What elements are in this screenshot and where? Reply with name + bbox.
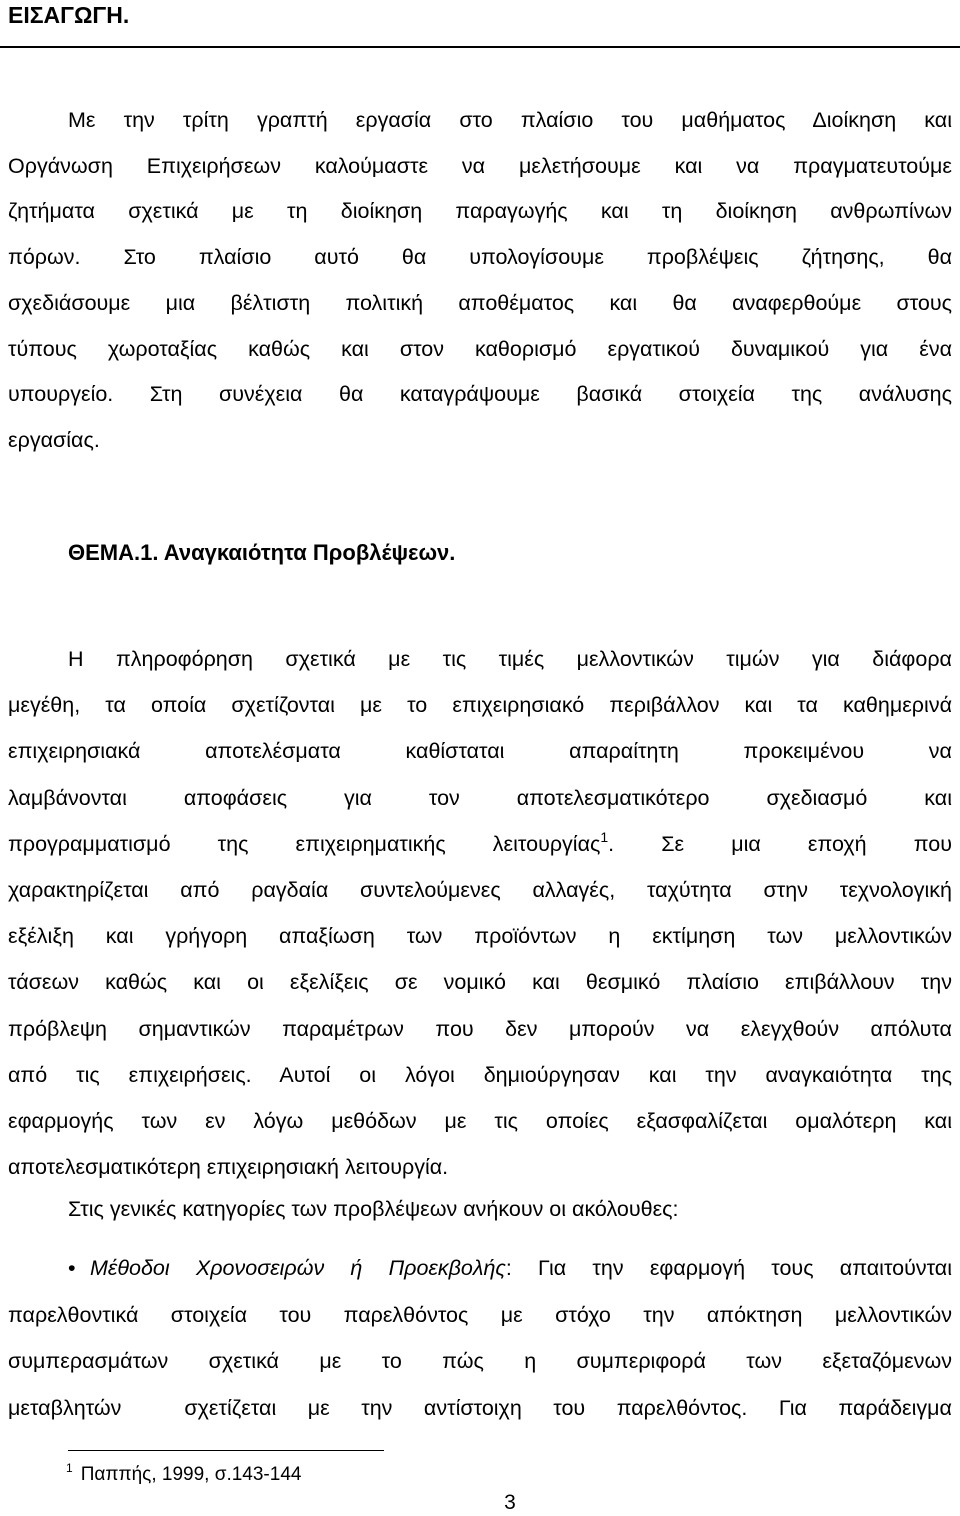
bullet-line: παρελθοντικά στοιχεία του παρελθόντος με στόχο την απόκτηση μελλοντικών [8, 1302, 952, 1327]
page-number: 3 [504, 1491, 516, 1514]
footnote-number: 1 [66, 1461, 73, 1475]
categories-intro [8, 1192, 952, 1226]
section-line: Η πληροφόρηση σχετικά με τις τιμές μελλοντικών τιμών για διάφορα [68, 647, 952, 671]
intro-line: Οργάνωση Επιχειρήσεων καλούμαστε να μελετήσουμε και να πραγματευτούμε [8, 153, 952, 178]
intro-line: τύπους χωροταξίας καθώς και στον καθορισμό εργατικού δυναμικού για ένα [8, 336, 952, 361]
intro-line: εργασίας. [8, 427, 100, 452]
section-line: εξέλιξη και γρήγορη απαξίωση των προϊόντων η εκτίμηση των μελλοντικών [8, 924, 952, 949]
bullet-marker: • [68, 1256, 76, 1280]
intro-line: Με την τρίτη γραπτή εργασία στο πλαίσιο του μαθήματος Διοίκηση και [68, 108, 952, 132]
intro-line: σχεδιάσουμε μια βέλτιστη πολιτική αποθέματος και θα αναφερθούμε στους [8, 290, 952, 315]
section-line: μεγέθη, τα οποία σχετίζονται με το επιχειρησιακό περιβάλλον και τα καθημερινά [8, 693, 952, 718]
bullet-term: Μέθοδοι Χρονοσειρών ή Προεκβολής [90, 1256, 506, 1280]
footnote-separator [68, 1450, 384, 1451]
footnote-reference: 1 [600, 828, 609, 845]
bullet-rest: : Για την εφαρμογή τους απαιτούνται [505, 1256, 952, 1280]
section-line: αποτελεσματικότερη επιχειρησιακή λειτουργία. [8, 1155, 449, 1180]
footnote-text: Παππής, 1999, σ.143-144 [80, 1464, 302, 1485]
section-line: λαμβάνονται αποφάσεις για τον αποτελεσματικότερο σχεδιασμό και [8, 785, 952, 810]
bullet-item [8, 1245, 952, 1431]
bullet-line: μεταβλητών σχετίζεται με την αντίστοιχη του παρελθόντος. Για παράδειγμα [8, 1395, 952, 1420]
section-heading: ΘΕΜΑ.1. Αναγκαιότητα Προβλέψεων. [68, 540, 456, 565]
section-line: επιχειρησιακά αποτελέσματα καθίσταται απαραίτητη προκειμένου να [8, 739, 952, 764]
categories-intro-line: Στις γενικές κατηγορίες των προβλέψεων ανήκουν οι ακόλουθες: [68, 1197, 679, 1221]
bullet-first-line [8, 1245, 952, 1292]
section-line-part: προγραμματισμό της επιχειρηματικής λειτουργίας [8, 831, 601, 856]
section-line: πρόβλεψη σημαντικών παραμέτρων που δεν μπορούν να ελεγχθούν απόλυτα [8, 1016, 952, 1041]
section-line-with-footnote [8, 821, 952, 867]
intro-line: ζητήματα σχετικά με τη διοίκηση παραγωγής και τη διοίκηση ανθρωπίνων [8, 199, 952, 224]
intro-line: υπουργείο. Στη συνέχεια θα καταγράψουμε βασικά στοιχεία της ανάλυσης [8, 382, 952, 407]
intro-paragraph [8, 98, 952, 464]
heading-rule [0, 46, 960, 48]
section-line: τάσεων καθώς και οι εξελίξεις σε νομικό και θεσμικό πλαίσιο επιβάλλουν την [8, 970, 952, 995]
footnote [66, 1462, 301, 1488]
section-paragraph [8, 636, 952, 1190]
intro-line: πόρων. Στο πλαίσιο αυτό θα υπολογίσουμε προβλέψεις ζήτησης, θα [8, 245, 952, 270]
section-line: χαρακτηρίζεται από ραγδαία συντελούμενες αλλαγές, ταχύτητα στην τεχνολογική [8, 878, 952, 903]
section-line: από τις επιχειρήσεις. Αυτοί οι λόγοι δημιούργησαν και την αναγκαιότητα της [8, 1062, 952, 1087]
bullet-line: συμπερασμάτων σχετικά με το πώς η συμπεριφορά των εξεταζόμενων [8, 1349, 952, 1373]
page-heading: ΕΙΣΑΓΩΓΗ. [8, 2, 130, 28]
section-line-part: . Σε μια εποχή που [608, 831, 952, 856]
section-line: εφαρμογής των εν λόγω μεθόδων με τις οποίες εξασφαλίζεται ομαλότερη και [8, 1109, 952, 1134]
